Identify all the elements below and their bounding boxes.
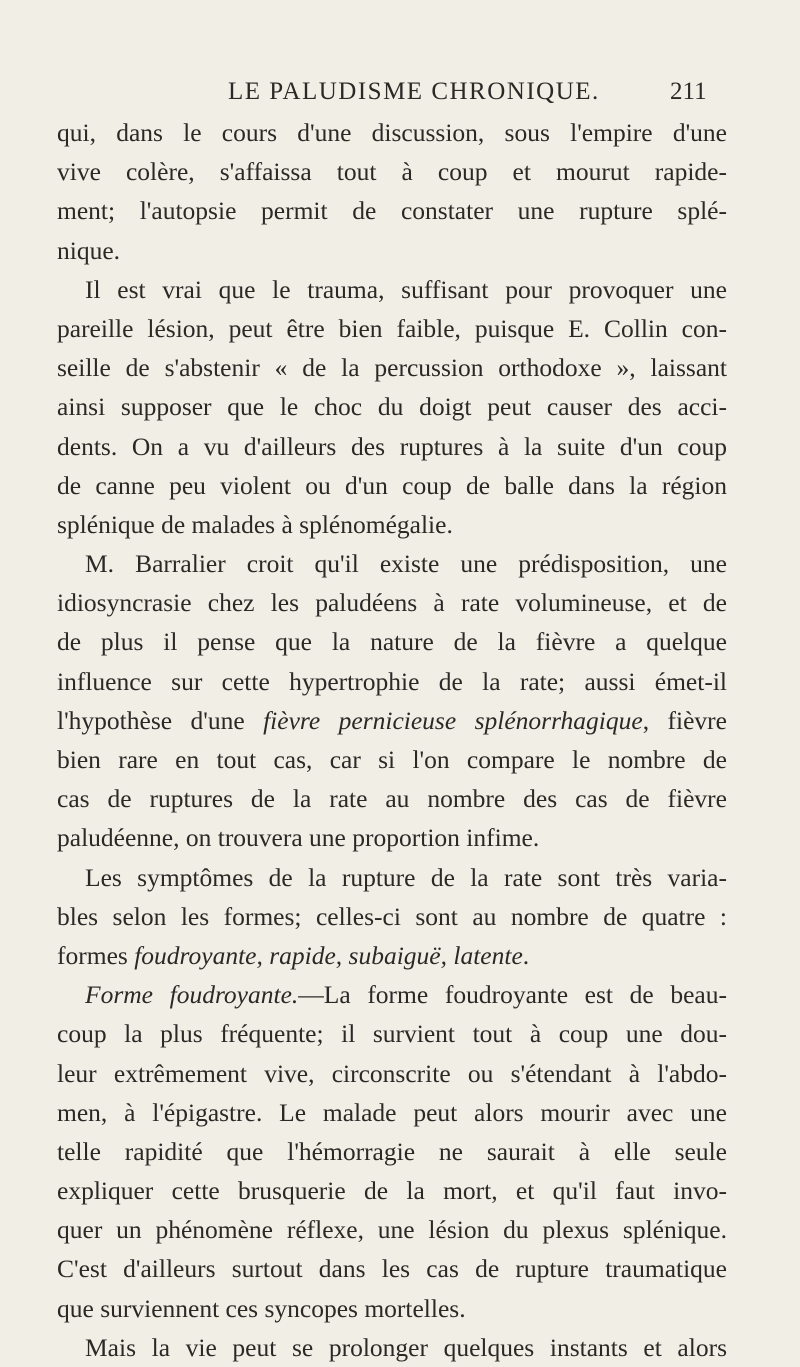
- text-line: Il est vrai que le trauma, suffisant pour provoquer une: [85, 274, 727, 304]
- body-text: [57, 113, 727, 1367]
- page-number: 211: [670, 78, 707, 105]
- text-line: leur extrêmement vive, circonscrite ou s'étendant à l'abdo-: [57, 1058, 727, 1088]
- text-line: idiosyncrasie chez les paludéens à rate volumineuse, et de: [57, 588, 727, 618]
- section-heading: Forme foudroyante.: [85, 980, 299, 1010]
- text-line: seille de s'abstenir « de la percussion orthodoxe », laissant: [57, 353, 727, 383]
- text-line: de canne peu violent ou d'un coup de balle dans la région: [57, 470, 727, 500]
- text-line: de plus il pense que la nature de la fièvre a quelque: [57, 627, 727, 657]
- text-line: vive colère, s'affaissa tout à coup et mourut rapide-: [57, 157, 727, 187]
- text-line: nique.: [57, 235, 121, 265]
- page-header: [0, 78, 800, 108]
- text-line: ment; l'autopsie permit de constater une rupture splé-: [57, 196, 727, 226]
- text-run: , fièvre: [642, 705, 727, 735]
- text-line: influence sur cette hypertrophie de la rate; aussi émet-il: [57, 666, 727, 696]
- text-line: [57, 975, 727, 1014]
- text-line: bien rare en tout cas, car si l'on compare le nombre de: [57, 745, 727, 774]
- text-line: dents. On a vu d'ailleurs des ruptures à la suite d'un coup: [57, 431, 727, 461]
- text-line: qui, dans le cours d'une discussion, sous l'empire d'une: [57, 118, 727, 147]
- text-line: C'est d'ailleurs surtout dans les cas de rupture traumatique: [57, 1254, 727, 1284]
- text-line: men, à l'épigastre. Le malade peut alors mourir avec une: [57, 1097, 727, 1127]
- text-line: Les symptômes de la rupture de la rate sont très varia-: [85, 862, 727, 892]
- italic-term: fièvre pernicieuse splénorrhagique: [263, 705, 643, 735]
- text-line: splénique de malades à splénomégalie.: [57, 509, 453, 539]
- text-run: .: [522, 940, 530, 970]
- text-line: [57, 701, 727, 740]
- text-run: —La forme foudroyante est de beau-: [298, 980, 727, 1010]
- text-line: ainsi supposer que le choc du doigt peut causer des acci-: [57, 392, 727, 422]
- running-title: LE PALUDISME CHRONIQUE.: [228, 78, 600, 105]
- text-run: l'hypothèse d'une: [57, 705, 264, 735]
- text-line: que surviennent ces syncopes mortelles.: [57, 1293, 466, 1323]
- text-line: telle rapidité que l'hémorragie ne saurait à elle seule: [57, 1136, 727, 1166]
- text-line: coup la plus fréquente; il survient tout à coup une dou-: [57, 1019, 727, 1049]
- text-line: M. Barralier croit qu'il existe une prédisposition, une: [85, 549, 727, 579]
- text-run: formes: [57, 940, 135, 970]
- text-line: expliquer cette brusquerie de la mort, et qu'il faut invo-: [57, 1176, 727, 1206]
- text-line: bles selon les formes; celles-ci sont au nombre de quatre :: [57, 901, 727, 931]
- text-line: cas de ruptures de la rate au nombre des cas de fièvre: [57, 784, 727, 814]
- text-line: Mais la vie peut se prolonger quelques instants et alors: [85, 1332, 727, 1362]
- text-line: [57, 936, 727, 975]
- text-line: quer un phénomène réflexe, une lésion du plexus splénique.: [57, 1215, 727, 1245]
- text-line: pareille lésion, peut être bien faible, puisque E. Collin con-: [57, 313, 727, 343]
- text-line: paludéenne, on trouvera une proportion infime.: [57, 823, 540, 853]
- italic-term: foudroyante, rapide, subaiguë, latente: [134, 940, 523, 970]
